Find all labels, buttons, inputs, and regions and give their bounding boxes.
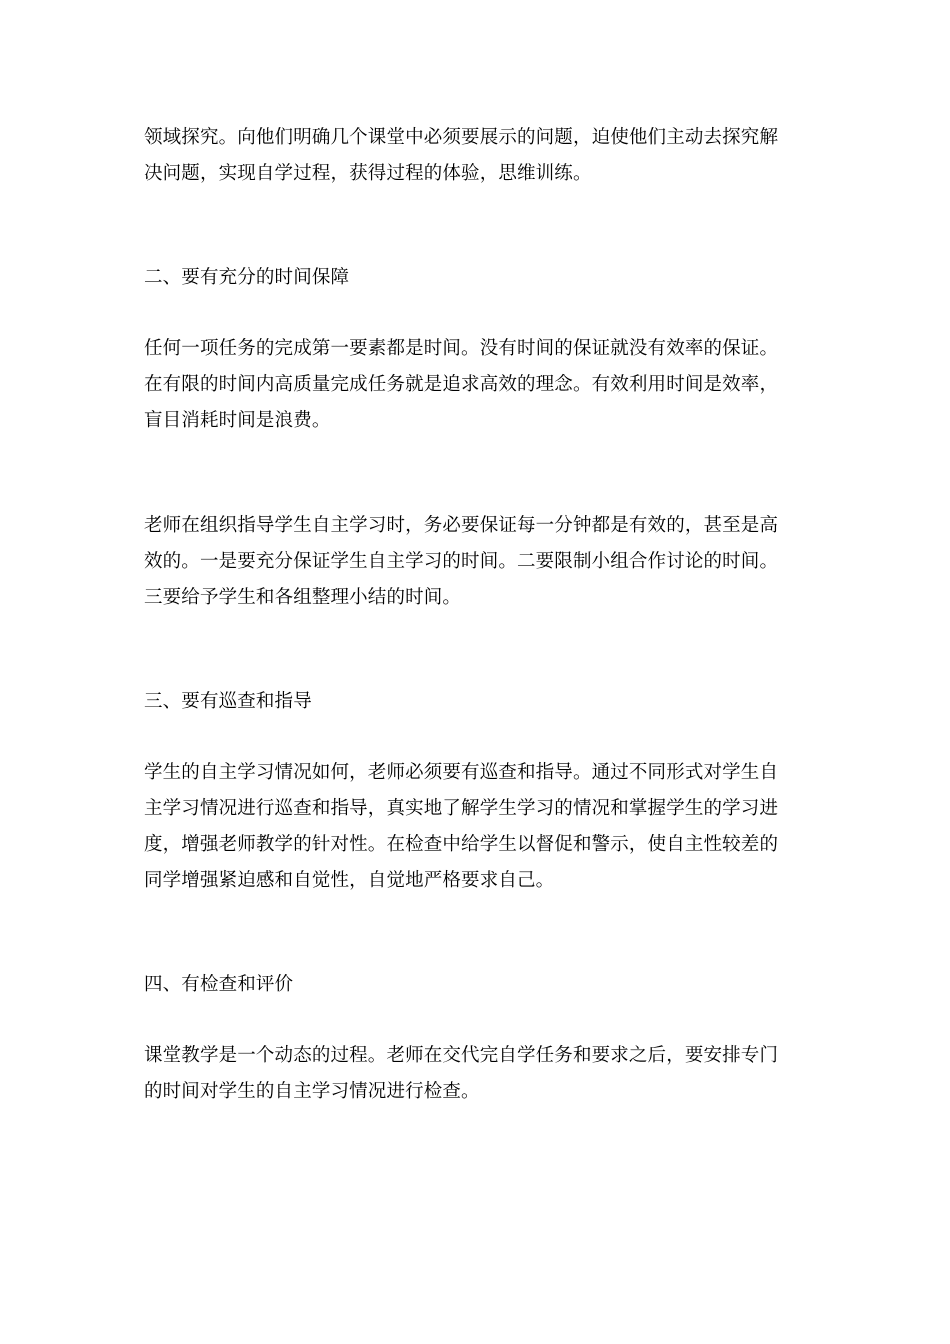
paragraph-line: 度，增强老师教学的针对性。在检查中给学生以督促和警示，使自主性较差的 (144, 834, 779, 855)
paragraph-line: 主学习情况进行巡查和指导，真实地了解学生学习的情况和掌握学生的学习进 (144, 798, 779, 819)
paragraph-line: 盲目消耗时间是浪费。 (144, 410, 331, 431)
paragraph-line: 老师在组织指导学生自主学习时，务必要保证每一分钟都是有效的，甚至是高 (144, 515, 779, 536)
paragraph-line: 任何一项任务的完成第一要素都是时间。没有时间的保证就没有效率的保证。 (144, 338, 779, 359)
paragraph-line: 领域探究。向他们明确几个课堂中必须要展示的问题，迫使他们主动去探究解 (144, 127, 779, 148)
paragraph-line: 效的。一是要充分保证学生自主学习的时间。二要限制小组合作讨论的时间。 (144, 551, 779, 572)
paragraph-line: 学生的自主学习情况如何，老师必须要有巡查和指导。通过不同形式对学生自 (144, 762, 779, 783)
paragraph-line: 在有限的时间内高质量完成任务就是追求高效的理念。有效利用时间是效率， (144, 374, 779, 395)
paragraph-line: 的时间对学生的自主学习情况进行检查。 (144, 1081, 480, 1102)
section-heading: 二、要有充分的时间保障 (144, 267, 350, 288)
paragraph-line: 同学增强紧迫感和自觉性，自觉地严格要求自己。 (144, 870, 555, 891)
paragraph-line: 三要给予学生和各组整理小结的时间。 (144, 587, 462, 608)
paragraph-line: 决问题，实现自学过程，获得过程的体验，思维训练。 (144, 163, 592, 184)
paragraph-line: 课堂教学是一个动态的过程。老师在交代完自学任务和要求之后，要安排专门 (144, 1045, 779, 1066)
section-heading: 四、有检查和评价 (144, 974, 294, 995)
section-heading: 三、要有巡查和指导 (144, 691, 312, 712)
